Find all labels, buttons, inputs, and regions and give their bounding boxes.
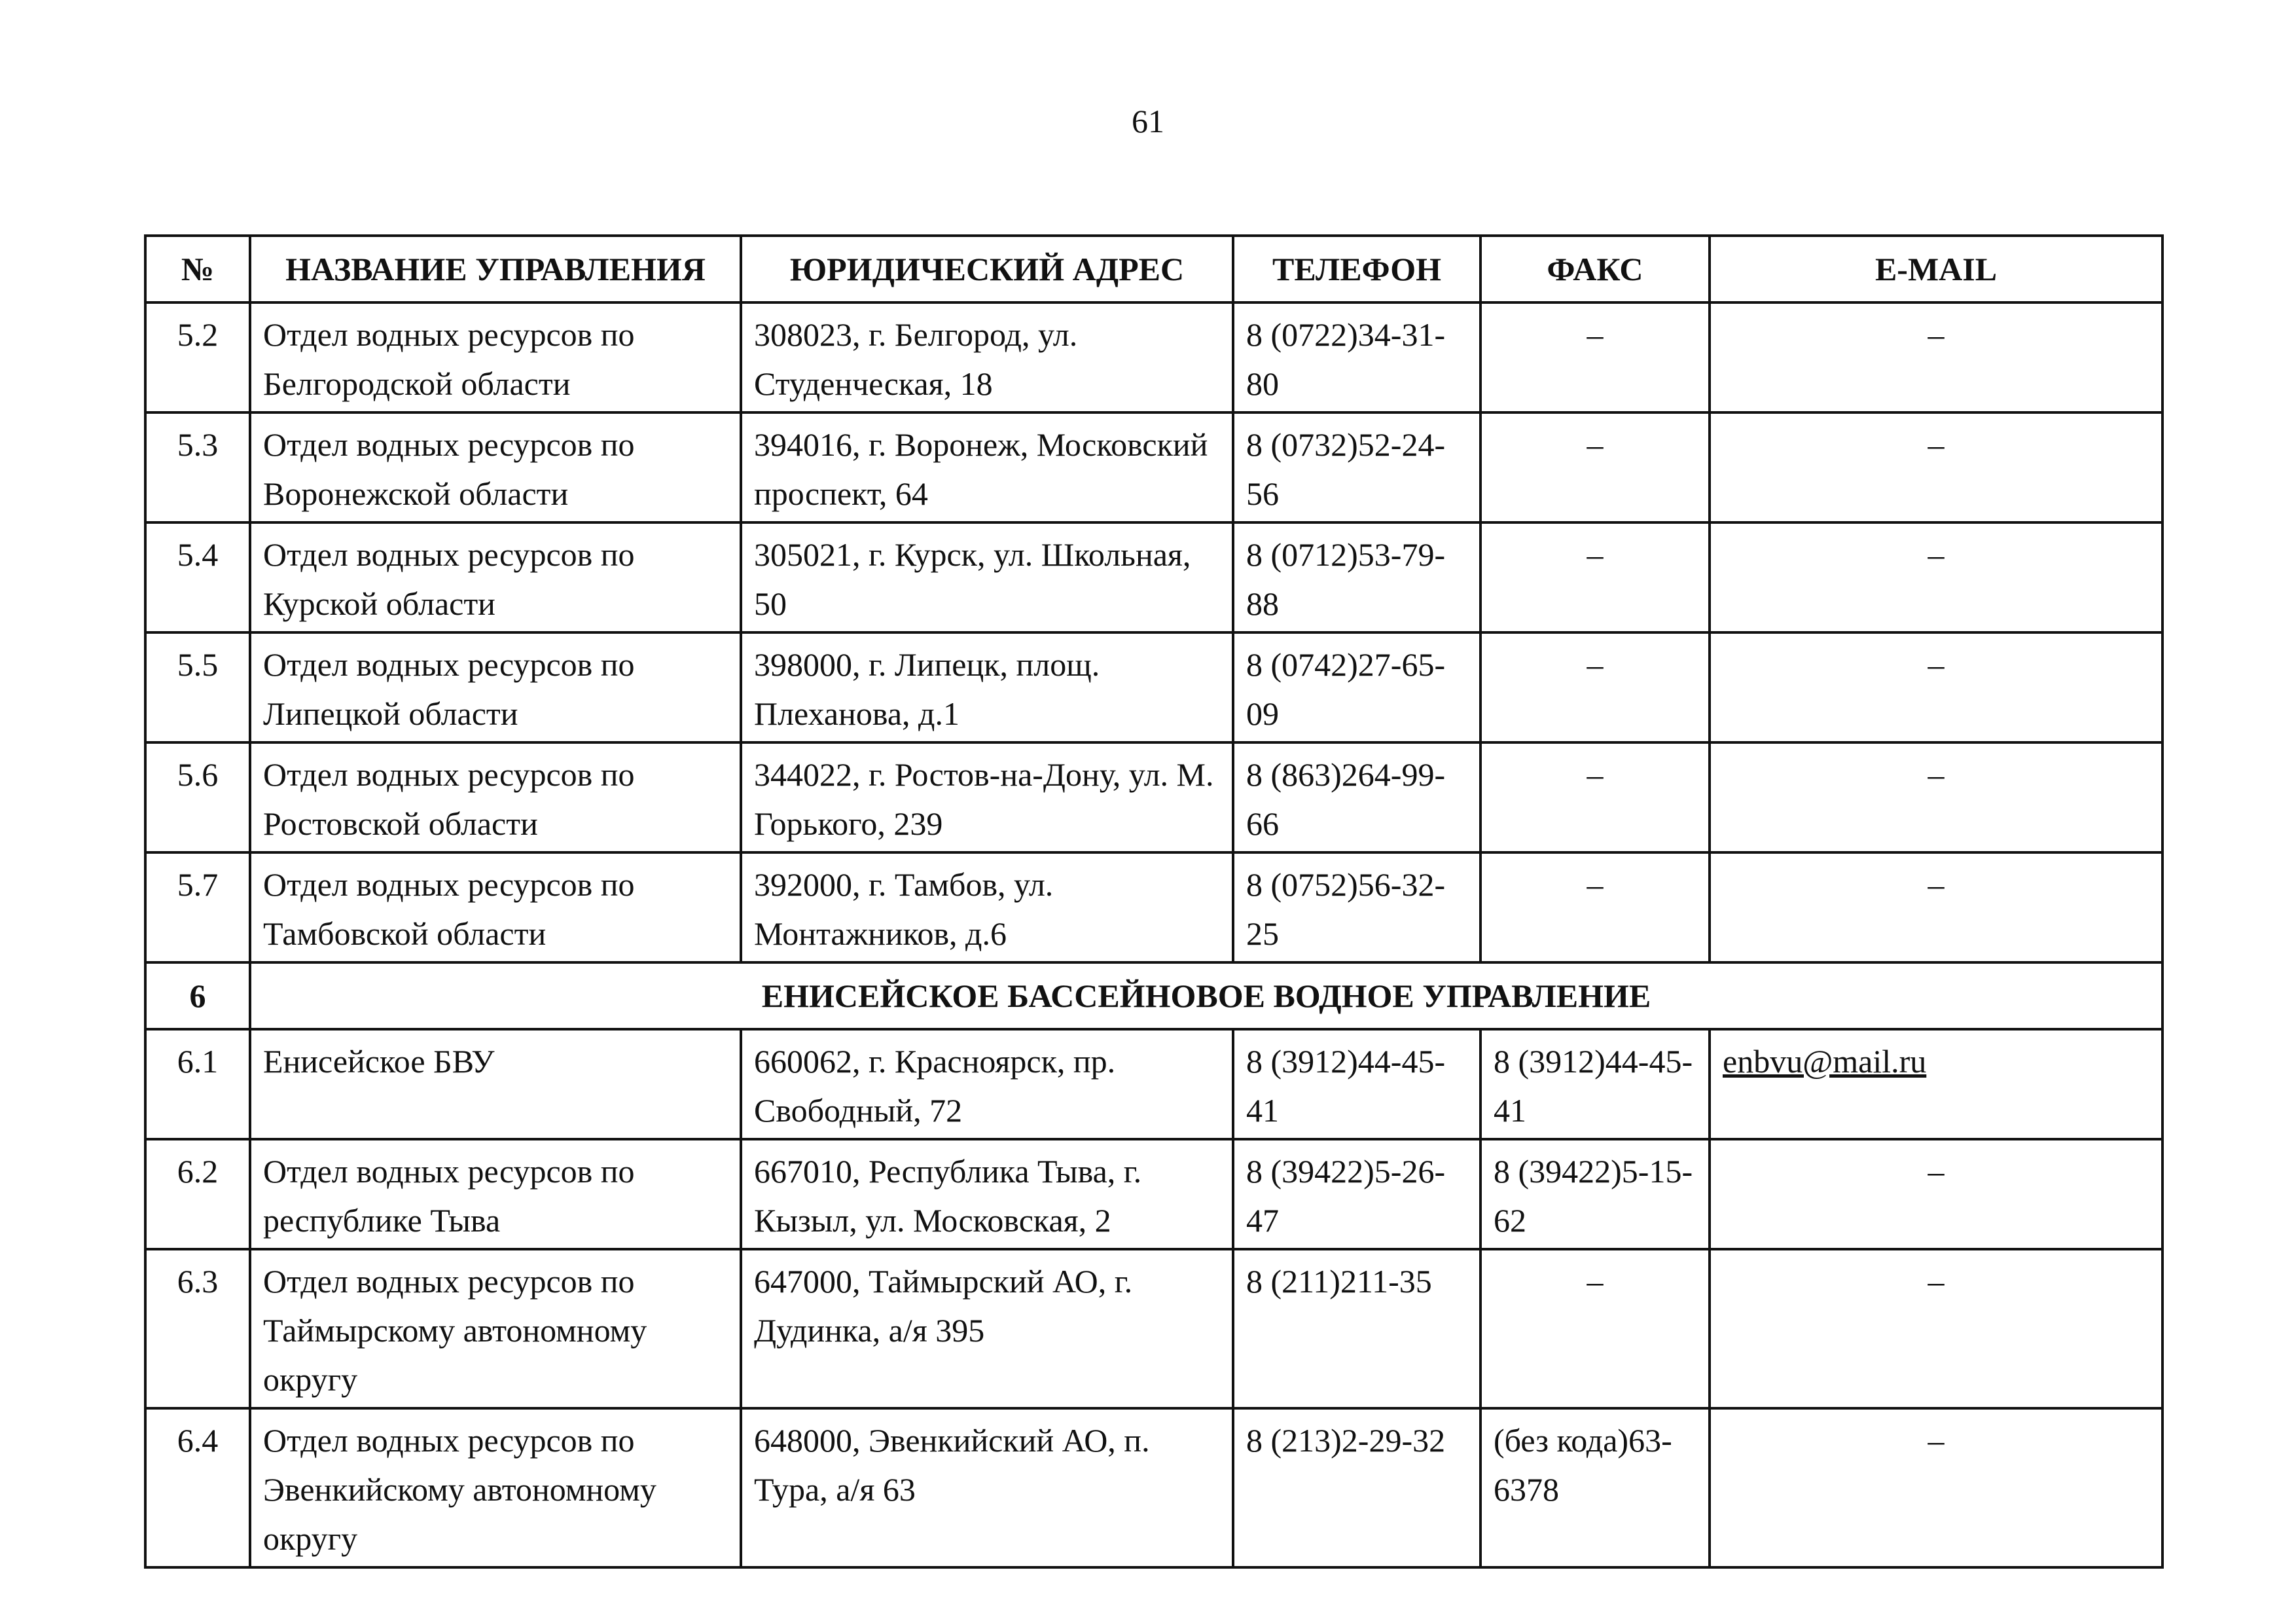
row-email: – [1710, 632, 2162, 742]
header-email: E-MAIL [1710, 236, 2162, 302]
table-row [145, 302, 2162, 412]
row-fax: – [1480, 632, 1710, 742]
row-phone: 8 (213)2-29-32 [1233, 1408, 1480, 1567]
row-address: 344022, г. Ростов-на-Дону, ул. М. Горького, 239 [741, 742, 1233, 852]
row-email: – [1710, 742, 2162, 852]
email-link[interactable]: enbvu@mail.ru [1723, 1043, 1927, 1080]
row-num: 5.4 [145, 522, 250, 632]
row-num: 5.3 [145, 412, 250, 522]
section-num: 6 [145, 962, 250, 1029]
row-name: Отдел водных ресурсов по Тамбовской области [250, 852, 741, 962]
row-fax: – [1480, 742, 1710, 852]
header-fax: ФАКС [1480, 236, 1710, 302]
row-name: Отдел водных ресурсов по Воронежской области [250, 412, 741, 522]
row-email: – [1710, 852, 2162, 962]
table-row [145, 632, 2162, 742]
header-phone: ТЕЛЕФОН [1233, 236, 1480, 302]
row-email [1710, 1029, 2162, 1139]
row-phone: 8 (0742)27-65-09 [1233, 632, 1480, 742]
row-address: 392000, г. Тамбов, ул. Монтажников, д.6 [741, 852, 1233, 962]
row-name: Отдел водных ресурсов по Белгородской области [250, 302, 741, 412]
row-address: 308023, г. Белгород, ул. Студенческая, 18 [741, 302, 1233, 412]
row-email: – [1710, 1249, 2162, 1408]
row-fax: – [1480, 412, 1710, 522]
row-fax: – [1480, 852, 1710, 962]
table-row [145, 522, 2162, 632]
row-phone: 8 (3912)44-45-41 [1233, 1029, 1480, 1139]
row-email: – [1710, 1139, 2162, 1249]
row-fax: 8 (3912)44-45-41 [1480, 1029, 1710, 1139]
row-name: Отдел водных ресурсов по республике Тыва [250, 1139, 741, 1249]
row-num: 5.6 [145, 742, 250, 852]
row-phone: 8 (0722)34-31-80 [1233, 302, 1480, 412]
row-phone: 8 (0732)52-24-56 [1233, 412, 1480, 522]
row-email: – [1710, 522, 2162, 632]
row-phone: 8 (863)264-99-66 [1233, 742, 1480, 852]
row-num: 6.1 [145, 1029, 250, 1139]
row-phone: 8 (0712)53-79-88 [1233, 522, 1480, 632]
row-fax: (без кода)63-6378 [1480, 1408, 1710, 1567]
page-number: 61 [1132, 103, 1164, 139]
water-authorities-table [144, 234, 2164, 1569]
row-email: – [1710, 412, 2162, 522]
row-phone: 8 (0752)56-32-25 [1233, 852, 1480, 962]
row-address: 648000, Эвенкийский АО, п. Тура, а/я 63 [741, 1408, 1233, 1567]
row-address: 667010, Республика Тыва, г. Кызыл, ул. Московская, 2 [741, 1139, 1233, 1249]
row-address: 647000, Таймырский АО, г. Дудинка, а/я 395 [741, 1249, 1233, 1408]
table-header-row [145, 236, 2162, 302]
row-name: Отдел водных ресурсов по Таймырскому автономному округу [250, 1249, 741, 1408]
table-row [145, 1139, 2162, 1249]
row-fax: – [1480, 302, 1710, 412]
row-address: 660062, г. Красноярск, пр. Свободный, 72 [741, 1029, 1233, 1139]
header-num: № [145, 236, 250, 302]
table-row [145, 852, 2162, 962]
header-address: ЮРИДИЧЕСКИЙ АДРЕС [741, 236, 1233, 302]
row-name: Енисейское БВУ [250, 1029, 741, 1139]
row-num: 6.4 [145, 1408, 250, 1567]
row-num: 6.2 [145, 1139, 250, 1249]
row-phone: 8 (211)211-35 [1233, 1249, 1480, 1408]
section-title: ЕНИСЕЙСКОЕ БАССЕЙНОВОЕ ВОДНОЕ УПРАВЛЕНИЕ [250, 962, 2162, 1029]
table-row [145, 1029, 2162, 1139]
table-row [145, 1249, 2162, 1408]
row-num: 5.7 [145, 852, 250, 962]
table-row [145, 412, 2162, 522]
row-num: 5.2 [145, 302, 250, 412]
row-address: 394016, г. Воронеж, Московский проспект, 64 [741, 412, 1233, 522]
row-fax: 8 (39422)5-15-62 [1480, 1139, 1710, 1249]
row-fax: – [1480, 1249, 1710, 1408]
row-address: 305021, г. Курск, ул. Школьная, 50 [741, 522, 1233, 632]
table-row [145, 1408, 2162, 1567]
row-name: Отдел водных ресурсов по Ростовской области [250, 742, 741, 852]
row-name: Отдел водных ресурсов по Липецкой области [250, 632, 741, 742]
row-num: 6.3 [145, 1249, 250, 1408]
header-name: НАЗВАНИЕ УПРАВЛЕНИЯ [250, 236, 741, 302]
section-row [145, 962, 2162, 1029]
row-email: – [1710, 302, 2162, 412]
row-fax: – [1480, 522, 1710, 632]
row-address: 398000, г. Липецк, площ. Плеханова, д.1 [741, 632, 1233, 742]
row-name: Отдел водных ресурсов по Эвенкийскому автономному округу [250, 1408, 741, 1567]
row-name: Отдел водных ресурсов по Курской области [250, 522, 741, 632]
row-phone: 8 (39422)5-26-47 [1233, 1139, 1480, 1249]
table-row [145, 742, 2162, 852]
row-num: 5.5 [145, 632, 250, 742]
row-email: – [1710, 1408, 2162, 1567]
